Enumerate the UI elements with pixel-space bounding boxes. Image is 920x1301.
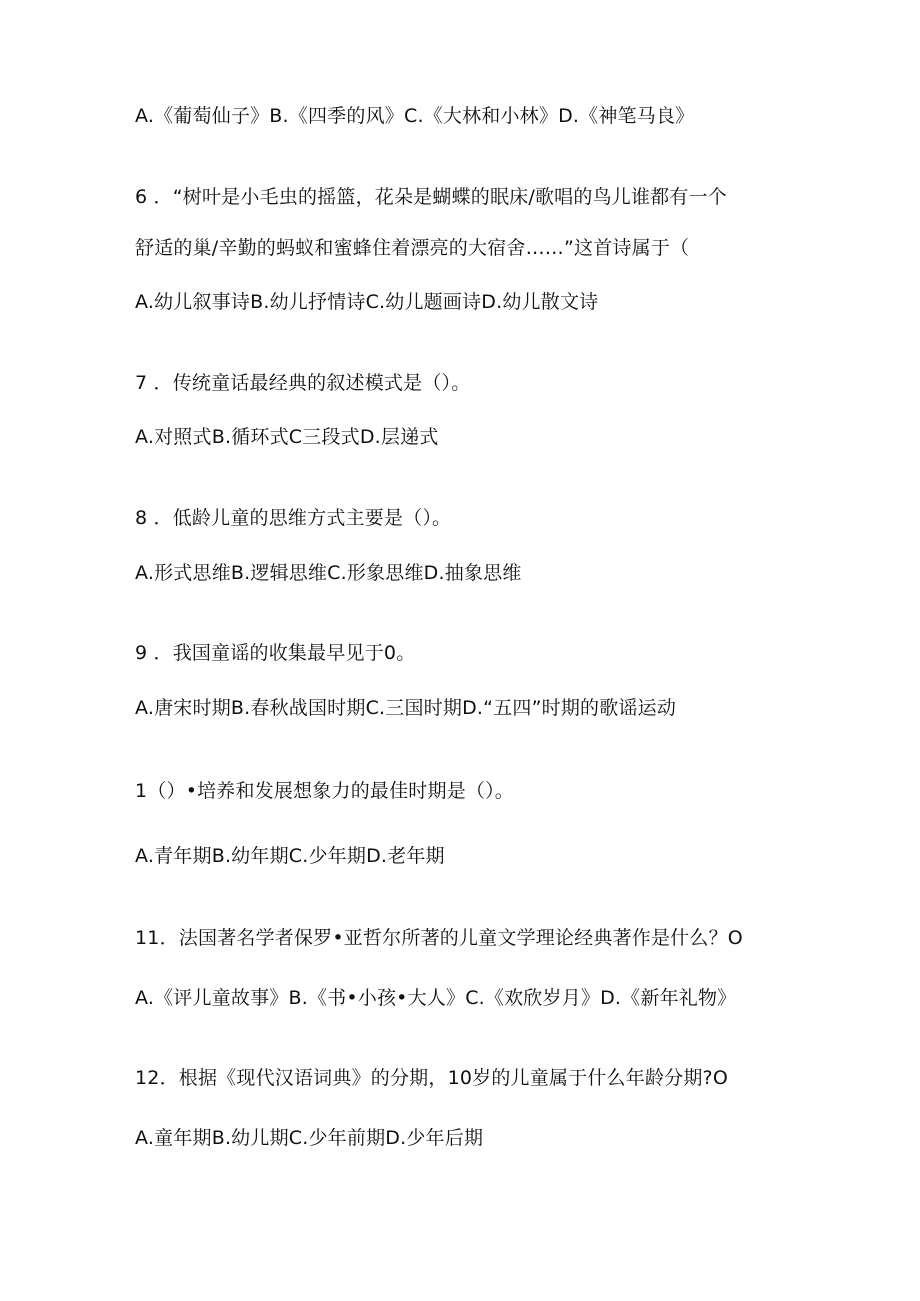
question-6-line-2: 舒适的巢/辛勤的蚂蚁和蜜蜂住着漂亮的大宿舍……”这首诗属于（ (135, 237, 690, 259)
option-line-q12: A.童年期B.幼儿期C.少年前期D.少年后期 (135, 1127, 484, 1149)
option-line-q8: A.形式思维B.逻辑思维C.形象思维D.抽象思维 (135, 562, 522, 584)
question-12: 12．根据《现代汉语词典》的分期，10岁的儿童属于什么年龄分期?O (135, 1067, 728, 1089)
option-line-q7: A.对照式B.循环式C三段式D.层递式 (135, 426, 439, 448)
option-line-q5: A.《葡萄仙子》B.《四季的风》C.《大林和小林》D.《神笔马良》 (135, 105, 695, 127)
question-9: 9 ．我国童谣的收集最早见于0。 (135, 642, 416, 664)
question-6-line-1: 6 ．“树叶是小毛虫的摇篮，花朵是蝴蝶的眠床/歌唱的鸟儿谁都有一个 (135, 186, 727, 208)
question-11: 11．法国著名学者保罗•亚哲尔所著的儿童文学理论经典著作是什么？O (135, 927, 743, 949)
question-8: 8 ．低龄儿童的思维方式主要是（）。 (135, 507, 452, 529)
option-line-q10: A.青年期B.幼年期C.少年期D.老年期 (135, 845, 445, 867)
option-line-q11: A.《评儿童故事》B.《书•小孩•大人》C.《欢欣岁月》D.《新年礼物》 (135, 987, 737, 1009)
question-7: 7 ．传统童话最经典的叙述模式是（）。 (135, 372, 471, 394)
option-line-q6: A.幼儿叙事诗B.幼儿抒情诗C.幼儿题画诗D.幼儿散文诗 (135, 291, 599, 313)
option-line-q9: A.唐宋时期B.春秋战国时期C.三国时期D.“五四”时期的歌谣运动 (135, 697, 677, 719)
question-10: 1（）•培养和发展想象力的最佳时期是（）。 (135, 780, 514, 802)
